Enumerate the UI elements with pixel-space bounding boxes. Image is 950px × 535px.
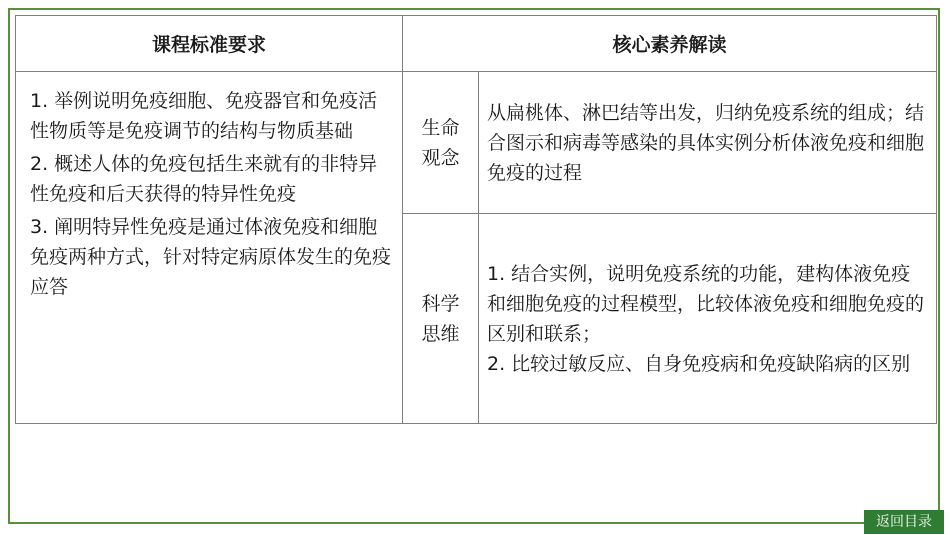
- requirement-item: 1. 举例说明免疫细胞、免疫器官和免疫活性物质等是免疫调节的结构与物质基础: [30, 90, 378, 142]
- life-concept-text-cell: [479, 72, 937, 214]
- curriculum-table: [15, 15, 937, 424]
- category-scientific-thinking: [403, 214, 479, 424]
- back-to-contents-button[interactable]: 返回目录: [864, 510, 944, 534]
- scientific-thinking-text-cell: [479, 214, 937, 424]
- literacy-text: 从扁桃体、淋巴结等出发，归纳免疫系统的组成；结合图示和病毒等感染的具体实例分析体液免疫和细胞免疫的过程: [487, 101, 925, 184]
- requirements-cell: [16, 72, 403, 424]
- literacy-text: 1. 结合实例，说明免疫系统的功能，建构体液免疫和细胞免疫的过程模型，比较体液免疫和细胞免疫的区别和联系；: [487, 262, 925, 345]
- literacy-text: 2. 比较过敏反应、自身免疫病和免疫缺陷病的区别: [487, 352, 911, 375]
- category-life-concept: [403, 72, 479, 214]
- header-core-literacy: 核心素养解读: [403, 16, 937, 72]
- category-label: 生命 观念: [421, 116, 460, 169]
- category-label: 科学 思维: [421, 292, 460, 345]
- requirement-item: 3. 阐明特异性免疫是通过体液免疫和细胞免疫两种方式，针对特定病原体发生的免疫应答: [30, 216, 392, 298]
- requirement-item: 2. 概述人体的免疫包括生来就有的非特异性免疫和后天获得的特异性免疫: [30, 153, 378, 205]
- header-curriculum-requirements: 课程标准要求: [16, 16, 403, 72]
